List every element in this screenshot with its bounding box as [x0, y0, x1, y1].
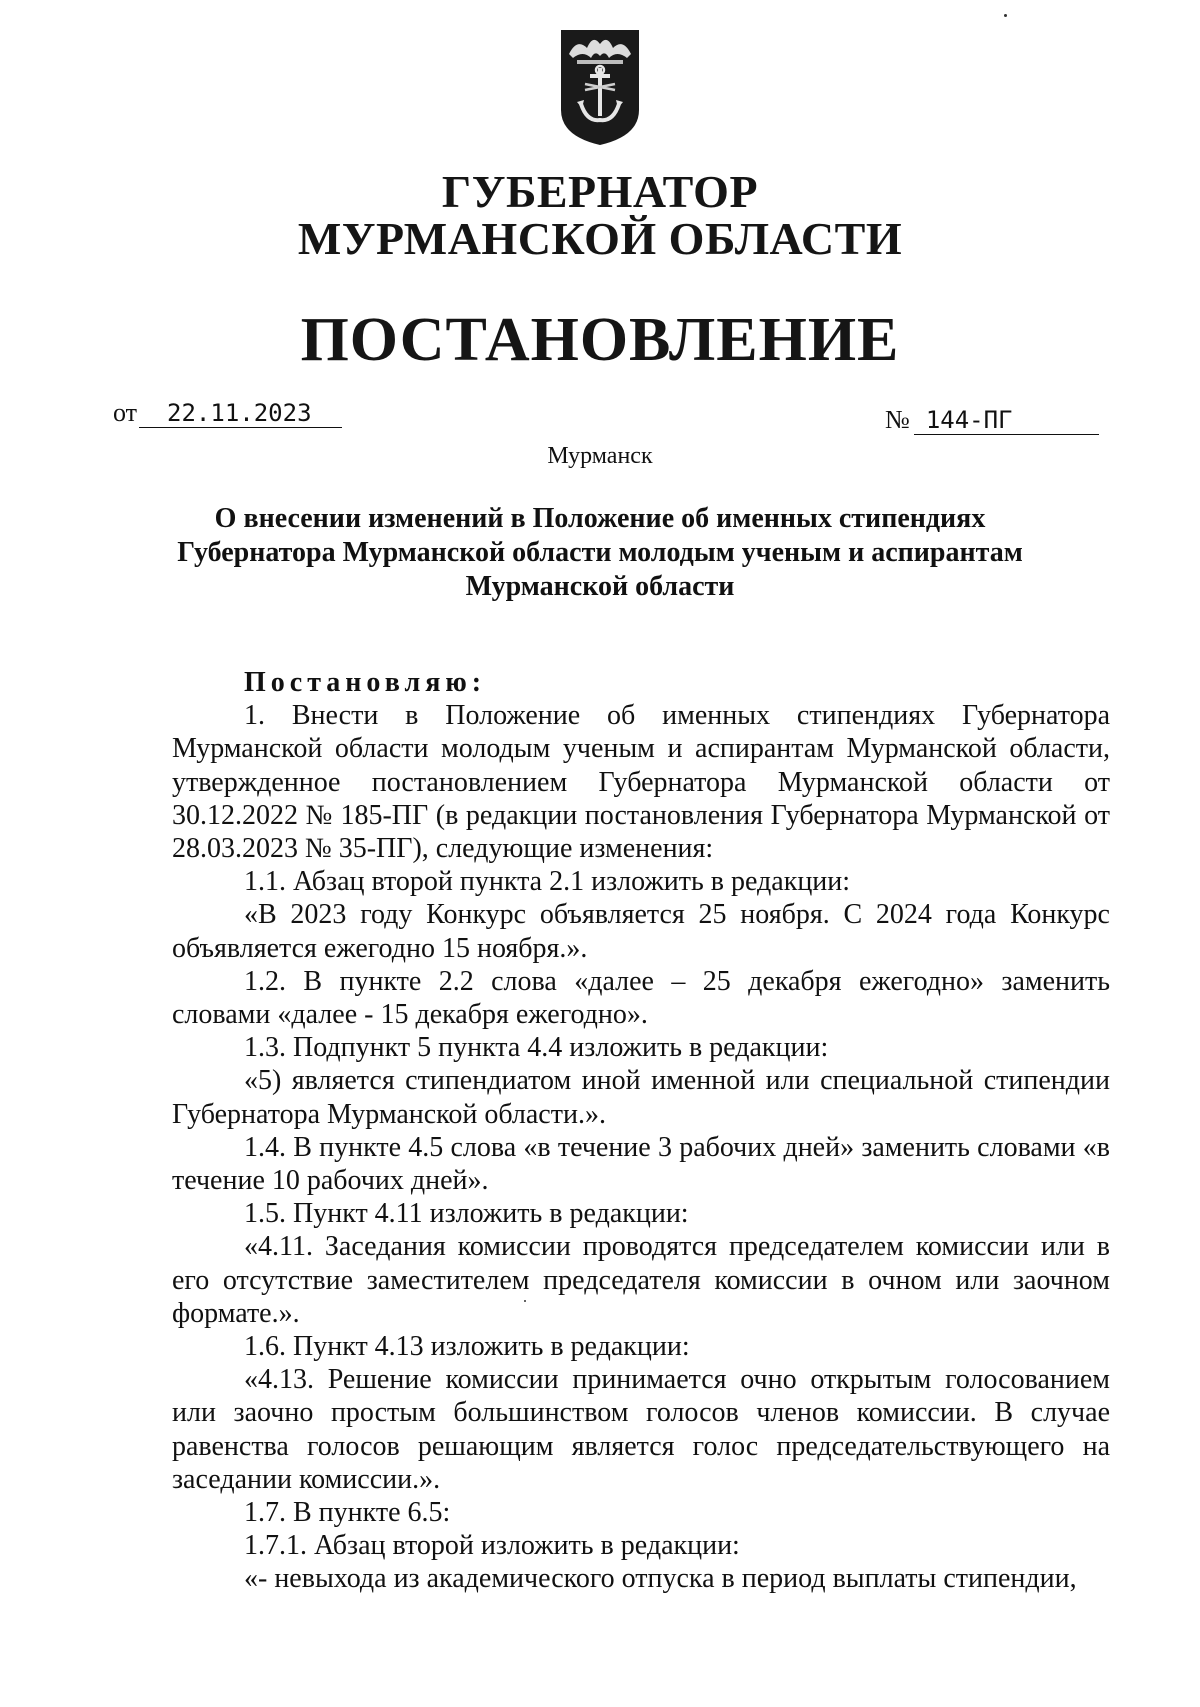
- resolve-heading: Постановляю:: [244, 667, 487, 698]
- paragraph: 1.1. Абзац второй пункта 2.1 изложить в редакции:: [244, 866, 851, 898]
- document-date: [113, 398, 342, 428]
- document-type: ПОСТАНОВЛЕНИЕ: [300, 306, 900, 374]
- paragraph: 1.4. В пункте 4.5 слова «в течение 3 рабочих дней» заменить словами «в течение 10 рабочих дней».: [172, 1131, 1110, 1197]
- paragraph: «5) является стипендиатом иной именной или специальной стипендии Губернатора Мурманской области.».: [172, 1065, 1110, 1130]
- document-body: [172, 666, 1110, 1596]
- document-number: [885, 405, 1099, 435]
- paragraph: 1.5. Пункт 4.11 изложить в редакции:: [244, 1198, 689, 1230]
- date-prefix: от: [113, 398, 138, 427]
- paragraph: «4.11. Заседания комиссии проводятся председателем комиссии или в его отсутствие заместителем председателя комиссии в очном или заочном формате.».: [172, 1231, 1110, 1329]
- paragraph: «В 2023 году Конкурс объявляется 25 ноября. С 2024 года Конкурс объявляется ежегодно 15 ноября.».: [172, 899, 1110, 964]
- number-prefix: №: [885, 405, 910, 434]
- coat-of-arms-icon: [557, 24, 643, 148]
- document-title: О внесении изменений в Положение об именных стипендиях Губернатора Мурманской области молодым ученым и аспирантам Мурманской области: [177, 503, 1023, 602]
- paragraph: «4.13. Решение комиссии принимается очно открытым голосованием или заочно простым большинством голосов членов комиссии. В случае равенства голосов решающим является голос председательствующего на заседании комиссии.».: [172, 1364, 1110, 1495]
- scan-speck: [1004, 14, 1007, 17]
- date-value: 22.11.2023: [139, 399, 342, 428]
- paragraph: 1.7. В пункте 6.5:: [244, 1497, 451, 1529]
- paragraph: 1.3. Подпункт 5 пункта 4.4 изложить в редакции:: [244, 1032, 829, 1064]
- authority-line-2: МУРМАНСКОЙ ОБЛАСТИ: [297, 213, 903, 264]
- scan-speck: [524, 1300, 526, 1302]
- authority-line-1: ГУБЕРНАТОР: [441, 166, 759, 217]
- paragraph: 1.6. Пункт 4.13 изложить в редакции:: [244, 1331, 690, 1363]
- paragraph: 1.7.1. Абзац второй изложить в редакции:: [244, 1530, 740, 1562]
- document-city: Мурманск: [547, 443, 653, 469]
- paragraph: 1. Внести в Положение об именных стипендиях Губернатора Мурманской области молодым ученым и аспирантам Мурманской области, утвержденное постановлением Губернатора Мурманской области от 30.12.2022 № 185-ПГ (в редакции постановления Губернатора Мурманской от 28.03.2023 № 35-ПГ), следующие изменения:: [172, 700, 1110, 865]
- paragraph: 1.2. В пункте 2.2 слова «далее – 25 декабря ежегодно» заменить словами «далее - 15 декабря ежегодно».: [172, 965, 1110, 1031]
- number-value: 144-ПГ: [914, 406, 1099, 435]
- paragraph: «- невыхода из академического отпуска в период выплаты стипендии,: [244, 1563, 1077, 1595]
